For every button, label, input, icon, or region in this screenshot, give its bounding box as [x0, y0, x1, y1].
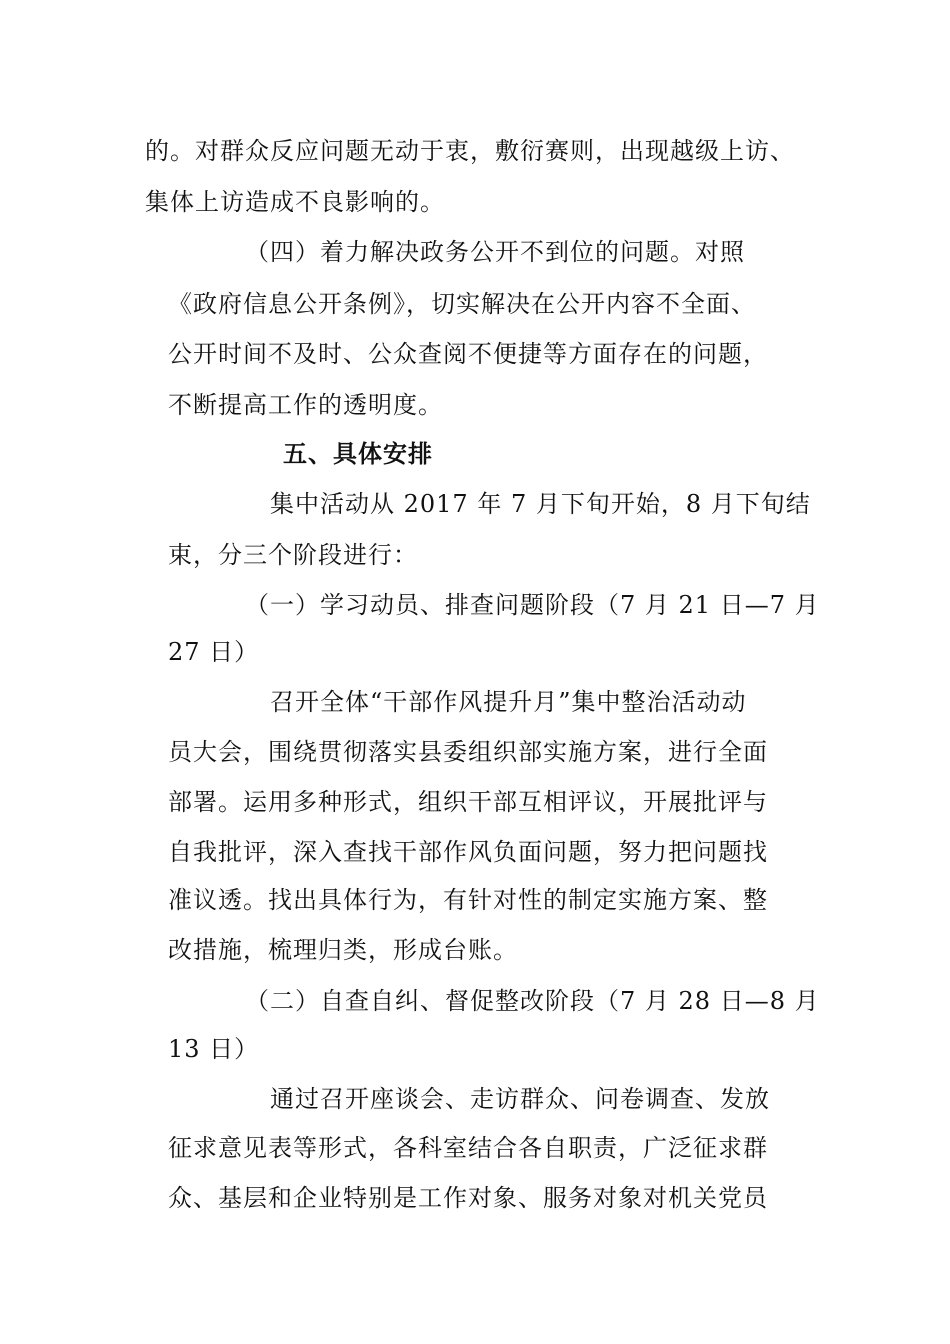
text-line: 《政府信息公开条例》，切实解决在公开内容不全面、	[168, 290, 756, 318]
text-line: 准议透。找出具体行为，有针对性的制定实施方案、整	[168, 886, 768, 914]
text-line: （四）着力解决政务公开不到位的问题。对照	[245, 238, 745, 266]
text-line: 27 日）	[168, 638, 260, 666]
text-line: 不断提高工作的透明度。	[168, 391, 443, 419]
text-line: 集中活动从 2017 年 7 月下旬开始，8 月下旬结	[270, 490, 811, 518]
text-line: 公开时间不及时、公众查阅不便捷等方面存在的问题，	[168, 340, 768, 368]
text-line: 部署。运用多种形式，组织干部互相评议，开展批评与	[168, 788, 768, 816]
text-line: 束，分三个阶段进行：	[168, 541, 418, 569]
text-line: 员大会，围绕贯彻落实县委组织部实施方案，进行全面	[168, 738, 768, 766]
text-line: 自我批评，深入查找干部作风负面问题，努力把问题找	[168, 838, 768, 866]
text-line: 的。对群众反应问题无动于衷，敷衍赛则，出现越级上访、	[145, 137, 795, 165]
text-line: （二）自查自纠、督促整改阶段（7 月 28 日—8 月	[245, 987, 820, 1015]
text-line: 通过召开座谈会、走访群众、问卷调查、发放	[270, 1085, 770, 1113]
text-line: （一）学习动员、排查问题阶段（7 月 21 日—7 月	[245, 591, 820, 619]
text-line: 征求意见表等形式，各科室结合各自职责，广泛征求群	[168, 1134, 768, 1162]
text-line: 集体上访造成不良影响的。	[145, 188, 445, 216]
text-line: 召开全体“干部作风提升月”集中整治活动动	[270, 688, 747, 716]
text-line: 改措施，梳理归类，形成台账。	[168, 936, 518, 964]
section-heading: 五、具体安排	[283, 439, 433, 468]
text-line: 众、基层和企业特别是工作对象、服务对象对机关党员	[168, 1184, 768, 1212]
text-line: 13 日）	[168, 1035, 260, 1063]
